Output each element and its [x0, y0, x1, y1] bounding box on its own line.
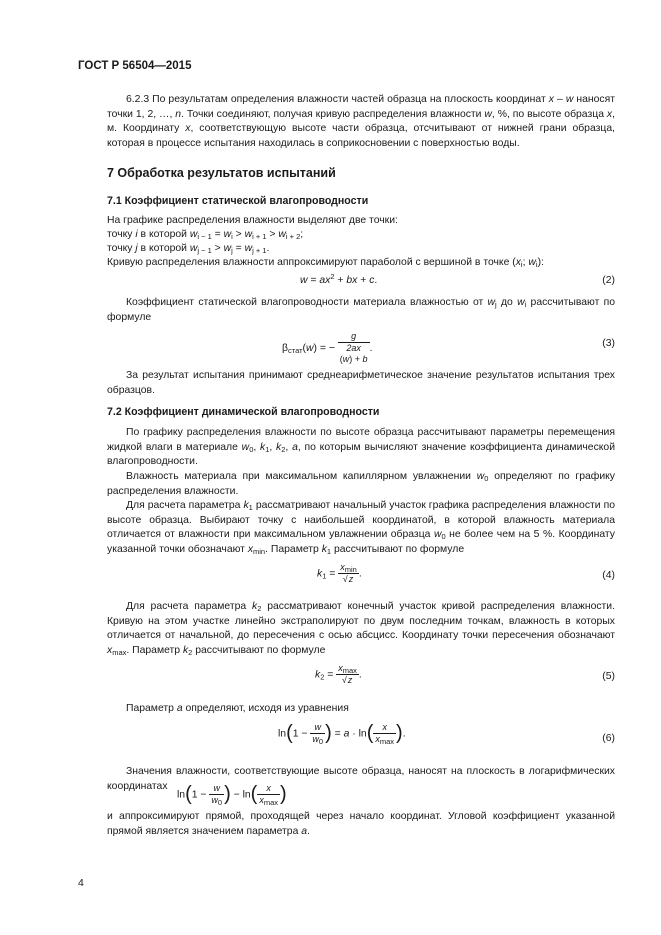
- s71-coef-paragraph: Коэффициент статической влагопроводности материала влажностью от $w_j$ до $w_i$ рассчитывают по формуле: [107, 297, 615, 323]
- s72-p3: Для расчета параметра $k_1$ рассматривают начальный участок графика распределения влажности по высоте образца. Выбирают точку с наибольшей координатой, в которой влажность материала отличается от влажности при максимальном увлажнении образца $w_0$ не более чем на 5 %. Координату указанной точки обозначают $x_{min}$. Параметр $k_1$ рассчитывают по формуле: [107, 500, 615, 556]
- equation-6: ln(1 − $\frac{w}{w_0}$ ) = a · ln( $\frac{x}{x_{max}}$ ).: [278, 722, 406, 746]
- s71-result: За результат испытания принимают среднеарифметическое значение результатов испытания трех образцов.: [107, 370, 615, 396]
- equation-4: $k_1$ = $\frac{x_{min}}{√z}$ .: [317, 562, 362, 584]
- s72-p1: По графику распределения влажности по высоте образца рассчитывают параметры перемещения жидкой влаги в материале $w_0$, $k_1$, $k_2$, a, по которым вычисляют значение коэффициента динамической влагопроводности.: [107, 427, 616, 467]
- equation-3: $\beta_{стат}(w)$ = − g 2ax (w) + b .: [282, 331, 373, 364]
- equation-5-number: (5): [602, 671, 615, 682]
- equation-3-number: (3): [602, 338, 615, 349]
- s72-p5: Параметр a определяют, исходя из уравнения: [126, 703, 349, 714]
- paragraph-6-2-3: 6.2.3 По результатам определения влажности частей образца на плоскость координат x – w наносят точки 1, 2, …, n. Точки соединяют, получая кривую распределения влажности w, %, по высоте образца x, м. Координату x, соответствующую высоте части образца, отсчитывают от нижней грани образца, которая в процессе испытания находилась в соприкосновении с поверхностью воды.: [107, 94, 615, 149]
- equation-5: $k_2$ = $\frac{x_{max}}{√z}$ .: [315, 663, 362, 685]
- log-coordinates-formula: ln(1 − $\frac{w}{w_0}$ ) − ln( $\frac{x}{x_{max}}$ ): [177, 783, 287, 807]
- equation-2: $w = ax^2$ + bx + c.: [300, 272, 378, 286]
- s72-p6a: Значения влажности, соответствующие высоте образца, наносят на плоскость в логарифмических координатах: [107, 766, 615, 792]
- s72-p6b: и аппроксимируют прямой, проходящей через начало координат. Угловой коэффициент указанной прямой является значением параметра a.: [107, 811, 615, 837]
- page-number: 4: [78, 878, 84, 889]
- s71-point-i: точку i в которой $w_{i - 1} = w_i > w_{i + 1} > w_{i + 2}$;: [107, 229, 304, 241]
- equation-6-number: (6): [602, 733, 615, 744]
- document-header: ГОСТ Р 56504—2015: [78, 60, 192, 72]
- s71-approx: Кривую распределения влажности аппроксимируют параболой с вершиной в точке ($x_i$; $w_i$):: [107, 257, 544, 269]
- equation-4-number: (4): [602, 570, 615, 581]
- s72-p4: Для расчета параметра $k_2$ рассматривают конечный участок кривой распределения влажности. Кривую на этом участке линейно экстраполируют по двум последним точкам, влажность в которых отличается от начальной, до пересечения с осью абсцисс. Координату точки пересечения обозначают $x_{max}$. Параметр $k_2$ рассчитывают по формуле: [107, 601, 615, 657]
- s72-p2: Влажность материала при максимальном капиллярном увлажнении $w_0$ определяют по графику распределения влажности.: [107, 471, 615, 497]
- subsection-7-2-title: 7.2 Коэффициент динамической влагопроводности: [107, 406, 380, 418]
- s71-intro: На графике распределения влажности выделяют две точки:: [107, 215, 398, 226]
- s71-point-j: точку j в которой $w_{j - 1} > w_j = w_{j + 1}$.: [107, 243, 270, 255]
- equation-2-number: (2): [602, 275, 615, 286]
- subsection-7-1-title: 7.1 Коэффициент статической влагопроводности: [107, 195, 369, 207]
- section-7-title: 7 Обработка результатов испытаний: [107, 166, 336, 180]
